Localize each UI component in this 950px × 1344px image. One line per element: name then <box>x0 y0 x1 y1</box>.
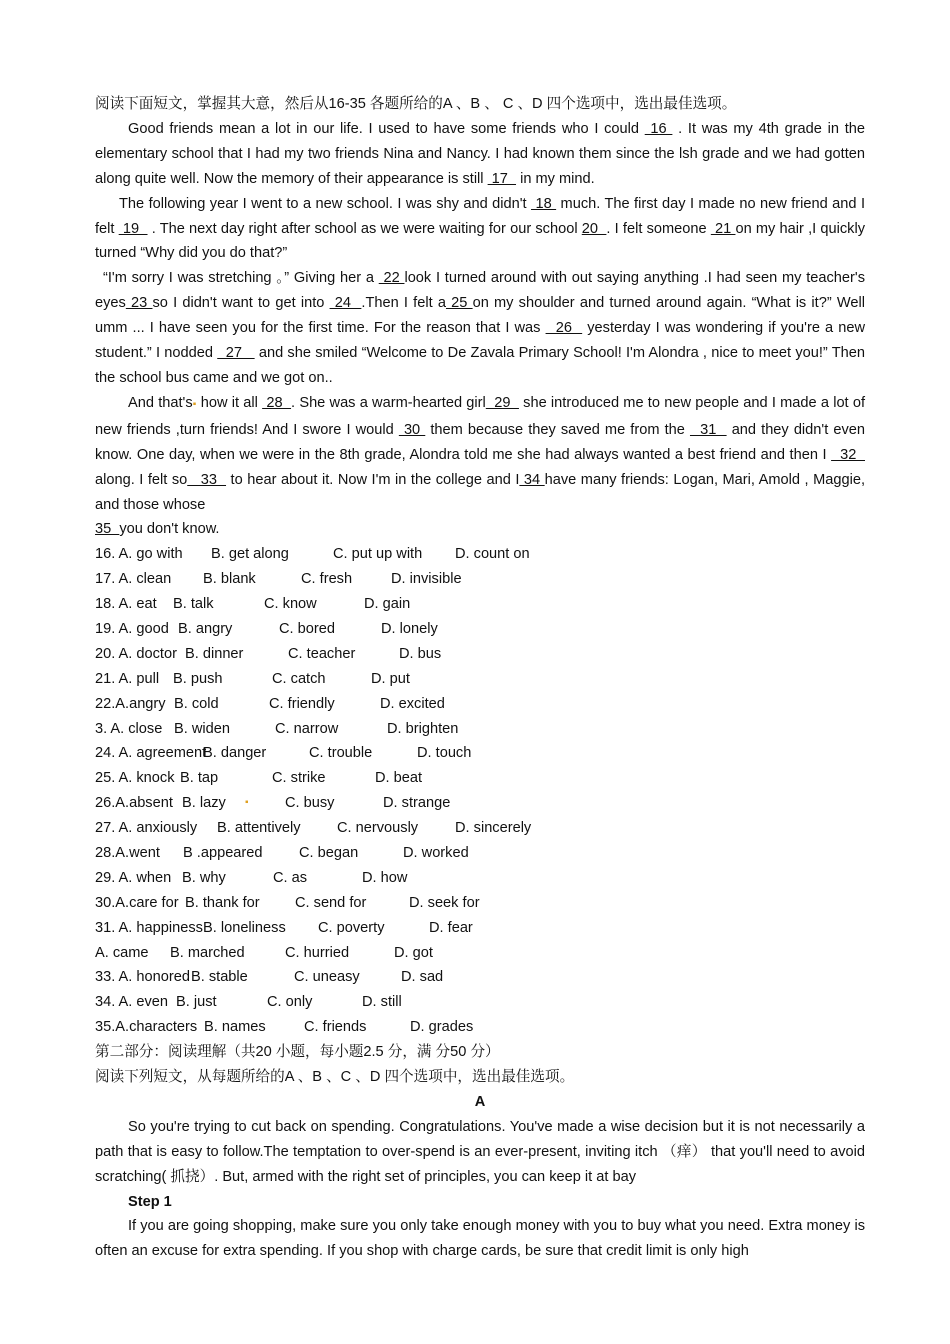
option-choice: D. strange <box>383 795 451 812</box>
section2-header: 第二部分：阅读理解（共20 小题，每小题2.5 分，满 分50 分） <box>95 1044 500 1061</box>
option-choice: B. danger <box>203 745 267 762</box>
option-row <box>95 866 865 891</box>
section2-instruction: 阅读下列短文，从每题所给的A 、B 、C 、D 四个选项中，选出最佳选项。 <box>95 1069 575 1086</box>
option-choice: B. marched <box>170 944 245 961</box>
blank-18: 18 <box>531 195 557 212</box>
option-choice: D. touch <box>417 745 472 762</box>
option-row <box>95 1015 865 1040</box>
option-choice: B. tap <box>180 770 219 787</box>
option-choice: D. still <box>362 994 402 1011</box>
option-choice: C. send for <box>295 894 367 911</box>
option-choice: 19. A. good <box>95 620 169 637</box>
option-choice: B. lazy <box>182 795 226 812</box>
text-run: “I'm sorry I was stretching 。” Giving her a <box>103 270 379 287</box>
option-choice: D. sincerely <box>455 820 532 837</box>
option-row <box>95 965 865 990</box>
option-choice: D. count on <box>455 546 530 563</box>
option-choice: D. gain <box>364 596 411 613</box>
passage-a-paragraph-1: So you're trying to cut back on spending. Congratulations. You've made a wise decision but it is not necessarily a path that is easy to follow.The temptation to over-spend is an ever-present, inviting itch （痒） that you'll need to avoid scratching( 抓挠）. But, armed with the right set of principles, you can keep it at bay <box>95 1118 865 1185</box>
blank-31: 31 <box>689 421 727 438</box>
option-choice: D. lonely <box>381 620 438 637</box>
passage-label: A <box>474 1093 486 1110</box>
option-choice: 25. A. knock <box>95 770 175 787</box>
text-run: much. The first day I made no new friend and I felt <box>95 195 865 237</box>
option-choice: B. attentively <box>217 820 301 837</box>
text-run: The following year I went to a new school. I was shy and didn't <box>119 195 532 212</box>
option-choice: B. thank for <box>185 894 260 911</box>
option-choice: A. came <box>95 944 149 961</box>
text-run: . The next day right after school as we were waiting for our school <box>147 220 582 237</box>
blank-27: 27 <box>217 345 255 362</box>
text-run: you don't know. <box>119 521 220 538</box>
text-run: . It was my 4th grade in the elementary school that I had my two friends Nina and Nancy. I had known them since the lsh grade and we had gotten along quite well. Now the memory of their appearance is still <box>95 120 865 187</box>
option-choice: B. get along <box>211 546 289 563</box>
option-row <box>95 617 865 642</box>
option-choice: C. only <box>267 994 313 1011</box>
option-choice: 30.A.care for <box>95 894 179 911</box>
blank-19: 19 <box>118 220 148 237</box>
option-row: 26.A.absent B. lazy ▪ C. busy D. strange <box>95 791 865 816</box>
text-run: and they didn't even know. One day, when we were in the 8th grade, Alondra told me she had always wanted a best friend and then I <box>95 421 865 463</box>
option-row <box>95 990 865 1015</box>
option-choice: D. seek for <box>409 894 480 911</box>
option-row <box>95 642 865 667</box>
option-choice: D. bus <box>399 645 442 662</box>
option-choice: 27. A. anxiously <box>95 820 198 837</box>
option-choice: C. hurried <box>285 944 350 961</box>
option-row <box>95 692 865 717</box>
blank-25: 25 <box>445 295 473 312</box>
blank-35: 35 <box>95 521 120 538</box>
section1-instruction: 阅读下面短文，掌握其大意，然后从16-35 各题所给的A 、B 、 C 、D 四个选项中，选出最佳选项。 <box>95 96 737 112</box>
option-choice: C. poverty <box>318 919 385 936</box>
option-choice: 28.A.went <box>95 845 160 861</box>
option-row <box>95 916 865 941</box>
option-choice: C. trouble <box>309 745 373 762</box>
option-choice: B. push <box>173 670 223 687</box>
option-choice: B. names <box>204 1019 266 1036</box>
step-heading: Step 1 <box>128 1193 172 1210</box>
text-run: and she smiled “Welcome to De Zavala Primary School! I'm Alondra , <box>254 345 707 362</box>
option-choice: D. put <box>371 670 410 687</box>
option-row <box>95 542 865 567</box>
option-choice: C. put up with <box>333 546 423 563</box>
text-run: . I felt someone <box>606 220 711 237</box>
passage-paragraph-1 <box>95 117 865 192</box>
text-run: have many friends: Logan, Mari, Amold , Maggie, and those whose <box>95 471 866 513</box>
option-choice: B. angry <box>178 620 233 637</box>
text-run: .Then I felt a <box>361 295 446 312</box>
text-run: along. I felt so <box>95 471 188 488</box>
option-choice: 24. A. agreement <box>95 745 207 762</box>
option-choice: 16. A. go with <box>95 546 183 563</box>
text-run: on my hair ,I quickly turned “Why did you do that?” <box>95 220 866 262</box>
option-choice: 21. A. pull <box>95 670 160 687</box>
stray-mark: ▪ <box>192 398 197 410</box>
option-choice: C. nervously <box>337 820 419 837</box>
option-choice: 31. A. happiness <box>95 919 203 936</box>
option-choice: B. widen <box>174 720 230 737</box>
option-choice: D. worked <box>403 845 469 861</box>
option-choice: 22.A.angry <box>95 695 166 712</box>
option-choice: C. friendly <box>269 695 335 712</box>
option-choice: B. blank <box>203 571 256 588</box>
option-choice: B. stable <box>191 969 248 986</box>
blank-20: 20 <box>581 220 607 237</box>
option-choice: 20. A. doctor <box>95 645 177 662</box>
option-choice: 33. A. honored <box>95 969 190 986</box>
options-list <box>95 542 865 1040</box>
text-run: look I turned around with out saying anything .I had seen my teacher's eyes <box>95 270 865 312</box>
blank-24: 24 <box>329 295 362 312</box>
text-run: . She was a warm-hearted girl <box>291 394 486 411</box>
blank-32: 32 <box>831 446 865 463</box>
option-choice: C. bored <box>279 620 335 637</box>
text-run: in my mind. <box>516 170 595 187</box>
blank-17: 17 <box>487 170 517 187</box>
option-choice: C. know <box>264 596 317 613</box>
option-choice: 17. A. clean <box>95 571 172 588</box>
option-row <box>95 567 865 592</box>
option-row <box>95 941 865 966</box>
option-choice: C. teacher <box>288 645 356 662</box>
text-run: she introduced me to new people and I made a lot of new friends ,turn friends! And I swore I would <box>95 394 866 438</box>
option-row <box>95 667 865 692</box>
passage-paragraph-5 <box>95 517 865 542</box>
option-choice: 3. A. close <box>95 720 163 737</box>
text-run: Good friends mean a lot in our life. I used to have some friends who I could <box>128 120 645 137</box>
blank-26: 26 <box>545 320 583 337</box>
document-page <box>95 92 865 1264</box>
blank-16: 16 <box>644 120 673 137</box>
option-choice: B. talk <box>173 596 214 613</box>
option-choice: C. busy <box>285 795 335 812</box>
option-row <box>95 841 865 866</box>
option-choice: B .appeared <box>183 845 263 861</box>
option-choice: 18. A. eat <box>95 596 157 613</box>
blank-21: 21 <box>710 220 736 237</box>
option-choice: D. got <box>394 944 433 961</box>
option-choice: C. fresh <box>301 571 353 588</box>
option-choice: B. loneliness <box>203 919 286 936</box>
option-row <box>95 717 865 742</box>
blank-30: 30 <box>398 421 426 438</box>
option-choice: B. why <box>182 869 226 886</box>
text-run: yesterday I was wondering if you're a new student.” I nodded <box>95 320 866 362</box>
option-choice: C. began <box>299 845 359 861</box>
option-choice: D. fear <box>429 919 473 936</box>
option-row <box>95 891 865 916</box>
blank-23: 23 <box>125 295 153 312</box>
option-choice: D. grades <box>410 1019 474 1036</box>
option-row <box>95 766 865 791</box>
option-choice: D. how <box>362 869 408 886</box>
text-run: to hear about it. Now I'm in the college and I <box>226 471 520 488</box>
option-choice: B. just <box>176 994 217 1011</box>
option-choice: C. uneasy <box>294 969 360 986</box>
option-choice: 34. A. even <box>95 994 169 1011</box>
option-choice: C. as <box>273 869 308 886</box>
passage-paragraph-3 <box>95 266 865 391</box>
option-choice: D. brighten <box>387 720 459 737</box>
option-choice: C. narrow <box>275 720 339 737</box>
option-choice: D. invisible <box>391 571 462 588</box>
option-choice: C. friends <box>304 1019 367 1036</box>
option-choice: 35.A.characters <box>95 1019 198 1036</box>
option-choice: B. dinner <box>185 645 244 662</box>
text-run: how it all <box>196 394 263 411</box>
text-run: And that's <box>128 394 193 411</box>
passage-paragraph-4 <box>95 391 865 518</box>
option-choice: B. cold <box>174 695 219 712</box>
passage-a-paragraph-2: If you are going shopping, make sure you only take enough money with you to buy what you need. Extra money is often an excuse for extra spending. If you shop with charge cards, be sure that credit limit is only high <box>95 1218 865 1260</box>
option-choice: D. sad <box>401 969 444 986</box>
option-row <box>95 741 865 766</box>
text-run: so I didn't want to get into <box>152 295 330 312</box>
blank-22: 22 <box>378 270 405 287</box>
passage-paragraph-2 <box>95 192 865 267</box>
text-run: nice to meet you!” Then the school bus came and we got on.. <box>95 345 865 386</box>
blank-34: 34 <box>519 471 545 488</box>
option-choice: 29. A. when <box>95 869 172 886</box>
option-row <box>95 816 865 841</box>
option-choice: C. catch <box>272 670 326 687</box>
option-row <box>95 592 865 617</box>
option-choice: 26.A.absent <box>95 795 173 812</box>
option-choice: C. strike <box>272 770 326 787</box>
blank-28: 28 <box>262 394 292 411</box>
text-run: on my shoulder and turned around again. “What is it?” Well umm ... I have seen you for the first time. For the reason that I was <box>95 295 866 337</box>
blank-29: 29 <box>485 394 519 411</box>
text-run: them because they saved me from the <box>425 421 690 438</box>
option-choice: D. beat <box>375 770 423 787</box>
option-choice: D. excited <box>380 695 445 712</box>
blank-33: 33 <box>187 471 227 488</box>
